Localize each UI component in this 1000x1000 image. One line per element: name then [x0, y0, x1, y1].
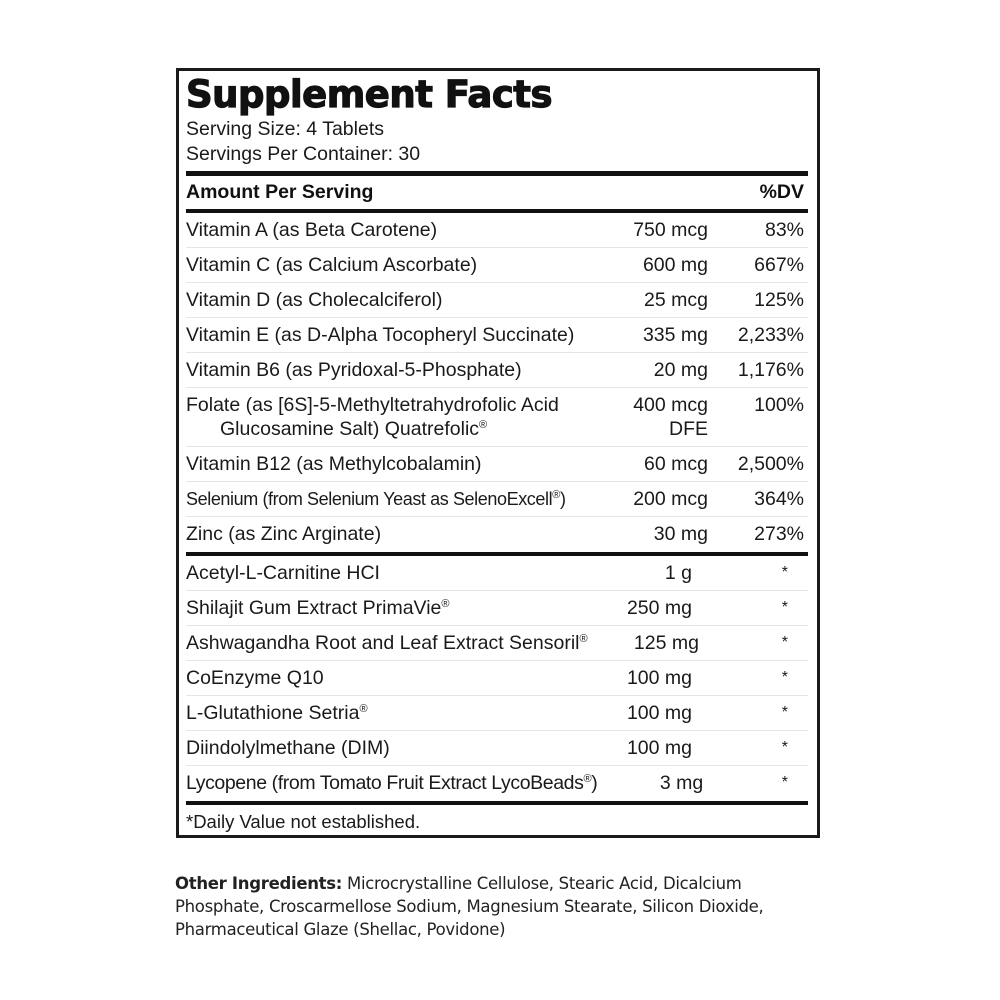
ingredient-name: Vitamin E (as D-Alpha Tocopheryl Succinate)	[186, 324, 575, 346]
ingredient-amount: 60 mcg	[644, 453, 708, 475]
ingredient-name: Vitamin A (as Beta Carotene)	[186, 219, 438, 241]
registered-mark: ®	[359, 703, 368, 715]
ingredient-dv: 83%	[764, 219, 804, 241]
ingredient-amount-unit: DFE	[669, 418, 708, 440]
daily-value-footnote: *Daily Value not established.	[186, 811, 421, 832]
ingredient-dv: *	[781, 774, 788, 791]
other-ingredients-label: Other Ingredients:	[175, 874, 343, 893]
dv-label: %DV	[759, 181, 804, 203]
ingredient-amount: 125 mg	[633, 632, 699, 654]
table-row	[186, 248, 808, 283]
registered-mark: ®	[583, 773, 592, 785]
ingredient-dv: 667%	[754, 254, 804, 276]
ingredient-dv: 273%	[754, 523, 804, 545]
ingredient-amount: 750 mcg	[633, 219, 708, 241]
ingredient-name-text: Shilajit Gum Extract PrimaVie	[186, 597, 442, 619]
other-ingredients-text: Microcrystalline Cellulose, Stearic Acid, Dicalcium Phosphate, Croscarmellose Sodium, Magnesium Stearate, Silicon Dioxide, Pharmaceutical Glaze (Shellac, Povidone)	[175, 874, 764, 939]
ingredient-name: CoEnzyme Q10	[186, 667, 324, 689]
ingredient-name-line1: Folate (as [6S]-5-Methyltetrahydrofolic Acid	[186, 394, 559, 416]
table-row	[186, 626, 808, 661]
servings-per-container: Servings Per Container: 30	[186, 143, 421, 165]
table-row	[186, 482, 808, 517]
ingredient-amount: 335 mg	[642, 324, 708, 346]
ingredient-name-tail: )	[559, 489, 566, 509]
table-row	[186, 696, 808, 731]
ingredient-amount: 1 g	[664, 562, 692, 584]
ingredient-name: Zinc (as Zinc Arginate)	[186, 523, 382, 545]
ingredient-name	[186, 393, 588, 441]
ingredient-dv: 125%	[754, 289, 804, 311]
ingredient-name: Diindolylmethane (DIM)	[186, 737, 390, 759]
table-row	[186, 556, 808, 591]
ingredient-amount	[588, 393, 708, 441]
ingredient-name: Acetyl-L-Carnitine HCI	[186, 562, 380, 584]
table-header	[186, 176, 808, 209]
ingredient-dv: 2,233%	[737, 324, 804, 346]
ingredient-name	[186, 487, 588, 511]
table-row	[186, 766, 808, 800]
ingredient-name	[186, 701, 572, 725]
ingredient-name: Vitamin B6 (as Pyridoxal-5-Phosphate)	[186, 359, 522, 381]
table-row	[186, 447, 808, 482]
ingredient-amount: 25 mcg	[644, 289, 708, 311]
table-row	[186, 517, 808, 551]
ingredient-name	[186, 771, 597, 795]
ingredient-amount: 600 mg	[642, 254, 708, 276]
ingredient-dv: *	[781, 739, 788, 756]
ingredient-dv: 2,500%	[737, 453, 804, 475]
table-row	[186, 213, 808, 248]
table-row	[186, 661, 808, 696]
registered-mark: ®	[479, 419, 488, 431]
ingredient-amount: 100 mg	[626, 737, 692, 759]
ingredient-name: Vitamin D (as Cholecalciferol)	[186, 289, 443, 311]
amount-per-serving-label: Amount Per Serving	[186, 181, 374, 203]
ingredient-name: Vitamin C (as Calcium Ascorbate)	[186, 254, 478, 276]
supplement-facts-panel	[176, 68, 820, 838]
ingredient-name	[186, 631, 588, 655]
ingredient-name-tail: )	[591, 772, 598, 794]
serving-size: Serving Size: 4 Tablets	[186, 118, 384, 140]
registered-mark: ®	[579, 633, 588, 645]
registered-mark: ®	[441, 598, 450, 610]
other-ingredients	[175, 872, 835, 941]
table-row	[186, 591, 808, 626]
ingredient-amount: 250 mg	[626, 597, 692, 619]
ingredient-dv: 364%	[754, 488, 804, 510]
ingredient-name-text: Selenium (from Selenium Yeast as SelenoExcell	[186, 489, 553, 509]
ingredient-amount: 20 mg	[653, 359, 708, 381]
ingredient-amount: 200 mcg	[633, 488, 708, 510]
ingredient-amount-value: 400 mcg	[633, 394, 708, 416]
ingredient-name-text: Ashwagandha Root and Leaf Extract Sensoril	[186, 632, 580, 654]
ingredient-name-line2-text: Glucosamine Salt) Quatrefolic	[220, 418, 480, 440]
table-row	[186, 388, 808, 447]
ingredient-dv: 100%	[754, 394, 804, 416]
ingredient-amount: 30 mg	[653, 523, 708, 545]
panel-title: Supplement Facts	[186, 73, 553, 116]
table-row	[186, 283, 808, 318]
table-row	[186, 318, 808, 353]
ingredient-dv: *	[781, 564, 788, 581]
vitamins-list	[186, 213, 808, 551]
table-row	[186, 731, 808, 766]
ingredient-name-text: L-Glutathione Setria	[186, 702, 360, 724]
ingredient-name-line2	[186, 417, 588, 441]
ingredient-name: Vitamin B12 (as Methylcobalamin)	[186, 453, 482, 475]
ingredient-amount: 3 mg	[659, 772, 704, 794]
ingredient-name-text: Lycopene (from Tomato Fruit Extract LycoBeads	[186, 772, 584, 794]
table-row	[186, 353, 808, 388]
ingredient-dv: 1,176%	[737, 359, 804, 381]
ingredient-amount: 100 mg	[626, 702, 692, 724]
ingredient-dv: *	[781, 634, 788, 651]
ingredient-dv: *	[781, 599, 788, 616]
ingredient-name	[186, 596, 572, 620]
other-actives-list	[186, 556, 808, 800]
ingredient-amount: 100 mg	[626, 667, 692, 689]
ingredient-dv: *	[781, 704, 788, 721]
ingredient-dv: *	[781, 669, 788, 686]
registered-mark: ®	[552, 489, 560, 501]
